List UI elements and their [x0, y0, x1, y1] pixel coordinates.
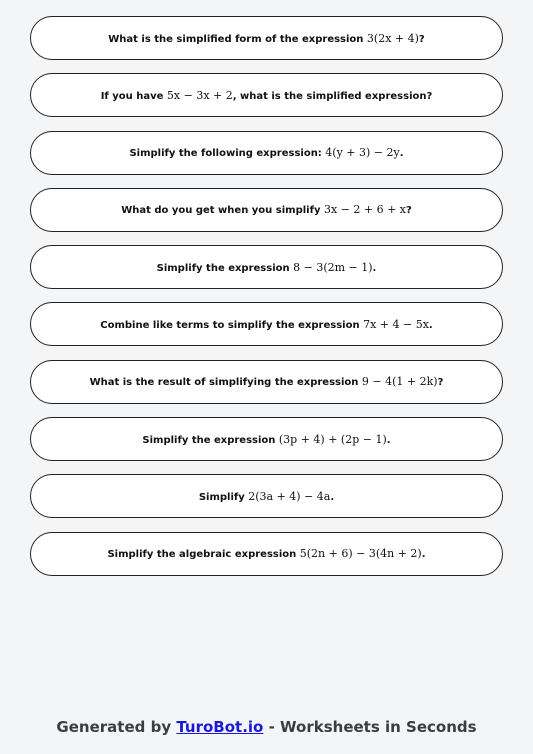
question-card	[30, 16, 503, 60]
question-card	[30, 73, 503, 117]
math-expression: 3(2x + 4)	[366, 31, 419, 45]
math-expression: 3x − 2 + 6 + x	[323, 203, 406, 217]
math-expression: 8 − 3(2m − 1)	[293, 260, 373, 274]
question-text: Simplify the expression 8 − 3(2m − 1).	[156, 260, 377, 274]
footer	[0, 718, 533, 736]
question-text: Simplify the following expression: 4(y + 3) − 2y.	[129, 146, 404, 160]
question-card	[30, 188, 503, 232]
question-text: If you have 5x − 3x + 2, what is the simplified expression?	[100, 88, 433, 102]
question-card	[30, 474, 503, 518]
question-text: Combine like terms to simplify the expression 7x + 4 − 5x.	[100, 317, 433, 331]
question-text: What is the result of simplifying the expression 9 − 4(1 + 2k)?	[89, 375, 444, 389]
math-expression: (3p + 4) + (2p − 1)	[278, 432, 387, 446]
math-expression: 2(3a + 4) − 4a	[248, 489, 331, 503]
question-card	[30, 532, 503, 576]
question-card	[30, 245, 503, 289]
math-expression: 4(y + 3) − 2y	[325, 146, 400, 160]
question-text: What do you get when you simplify 3x − 2 + 6 + x?	[121, 203, 412, 217]
math-expression: 5(2n + 6) − 3(4n + 2)	[299, 547, 422, 561]
turobot-link[interactable]: TuroBot.io	[176, 718, 264, 736]
question-text: Simplify the expression (3p + 4) + (2p − 1).	[142, 432, 391, 446]
question-list	[30, 16, 503, 589]
question-text: What is the simplified form of the expression 3(2x + 4)?	[108, 31, 425, 45]
footer-prefix: Generated by	[56, 718, 177, 736]
math-expression: 9 − 4(1 + 2k)	[361, 375, 438, 389]
footer-suffix: - Worksheets in Seconds	[263, 718, 477, 736]
math-expression: 7x + 4 − 5x	[363, 317, 429, 331]
question-card	[30, 360, 503, 404]
question-card	[30, 417, 503, 461]
math-expression: 5x − 3x + 2	[166, 88, 233, 102]
question-card	[30, 302, 503, 346]
question-text: Simplify 2(3a + 4) − 4a.	[198, 489, 335, 503]
question-text: Simplify the algebraic expression 5(2n + 6) − 3(4n + 2).	[107, 547, 426, 561]
question-card	[30, 131, 503, 175]
